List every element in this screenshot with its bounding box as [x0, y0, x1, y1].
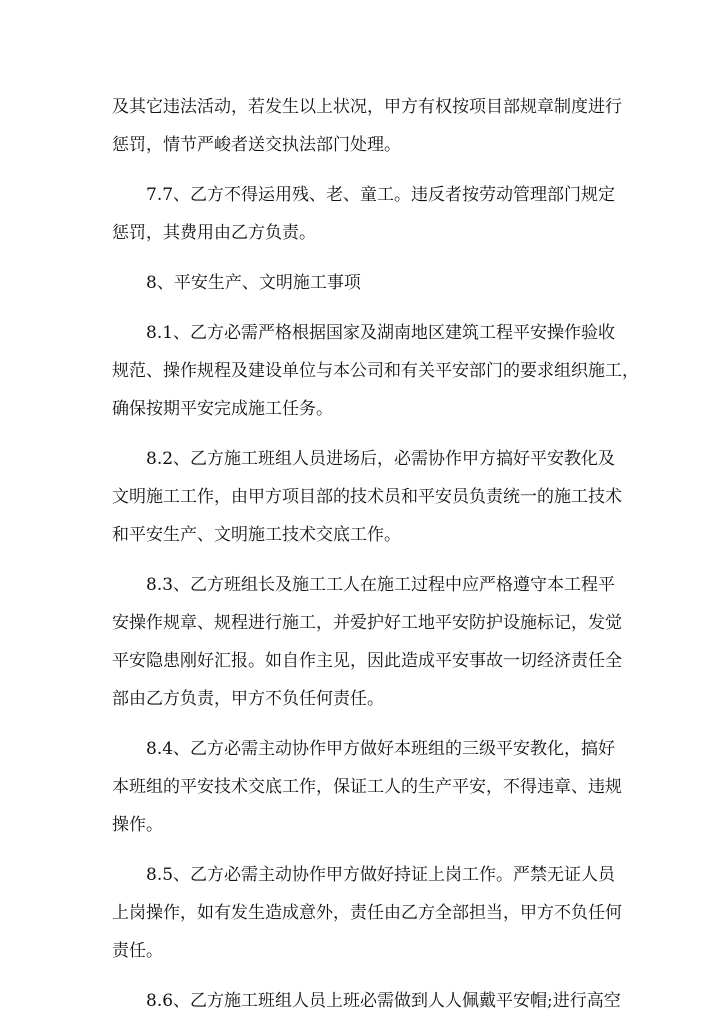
text-line: 8.5、乙方必需主动协作甲方做好持证上岗工作。严禁无证人员	[146, 865, 616, 885]
section-heading-8	[112, 264, 616, 302]
text-line: 8.2、乙方施工班组人员进场后，必需协作甲方搞好平安教化及	[146, 449, 616, 469]
text-line: 规范、操作规程及建设单位与本公司和有关平安部门的要求组织施工，	[112, 361, 639, 381]
text-line: 责任。	[112, 941, 163, 961]
text-line: 惩罚，情节严峻者送交执法部门处理。	[112, 135, 401, 155]
text-line: 8.3、乙方班组长及施工工人在施工过程中应严格遵守本工程平	[146, 575, 616, 595]
paragraph-8-2	[112, 440, 622, 554]
paragraph-8-4	[112, 730, 622, 844]
text-line: 惩罚，其费用由乙方负责。	[112, 223, 316, 243]
text-line: 8.6、乙方施工班组人员上班必需做到人人佩戴平安帽;进行高空	[146, 991, 621, 1011]
text-line: 部由乙方负责，甲方不负任何责任。	[112, 689, 384, 709]
paragraph-8-1	[112, 314, 639, 428]
section-heading: 8、平安生产、文明施工事项	[146, 273, 361, 293]
text-line: 操作。	[112, 815, 163, 835]
text-line: 及其它违法活动，若发生以上状况，甲方有权按项目部规章制度进行	[112, 97, 622, 117]
text-line: 8.1、乙方必需严格根据国家及湖南地区建筑工程平安操作验收	[146, 323, 616, 343]
text-line: 和平安生产、文明施工技术交底工作。	[112, 525, 401, 545]
text-line: 本班组的平安技术交底工作，保证工人的生产平安，不得违章、违规	[112, 777, 622, 797]
text-line: 8.4、乙方必需主动协作甲方做好本班组的三级平安教化，搞好	[146, 739, 616, 759]
paragraph-7-7	[112, 176, 616, 252]
text-line: 文明施工工作，由甲方项目部的技术员和平安员负责统一的施工技术	[112, 487, 622, 507]
paragraph-continuation	[112, 88, 622, 164]
paragraph-8-6	[112, 982, 621, 1020]
text-line: 安操作规章、规程进行施工，并爱护好工地平安防护设施标记，发觉	[112, 613, 622, 633]
text-line: 平安隐患刚好汇报。如自作主见，因此造成平安事故一切经济责任全	[112, 651, 622, 671]
paragraph-8-5	[112, 856, 622, 970]
document-body	[112, 88, 639, 1020]
text-line: 确保按期平安完成施工任务。	[112, 399, 333, 419]
text-line: 上岗操作，如有发生造成意外，责任由乙方全部担当，甲方不负任何	[112, 903, 622, 923]
paragraph-8-3	[112, 566, 622, 718]
text-line: 7.7、乙方不得运用残、老、童工。违反者按劳动管理部门规定	[146, 185, 616, 205]
